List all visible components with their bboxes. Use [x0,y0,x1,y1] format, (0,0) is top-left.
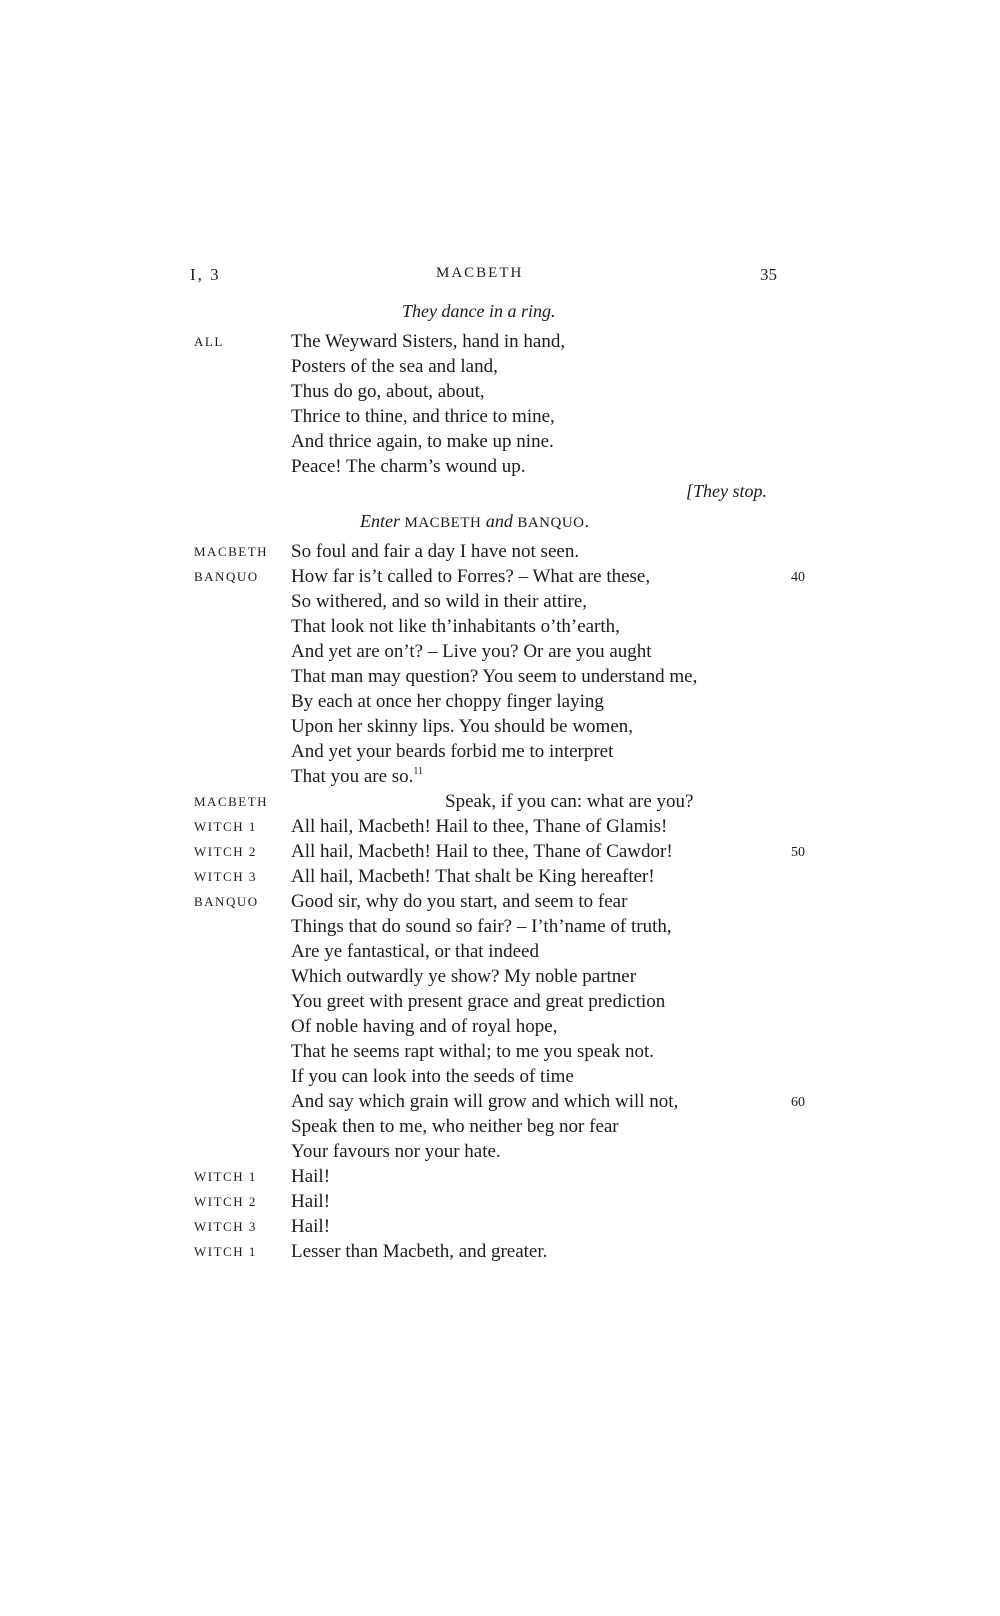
footnote-marker: 11 [413,766,424,777]
enter-word: Enter [360,511,400,531]
verse-line [0,1166,1000,1192]
verse-line [0,716,1000,742]
enter-and-word: and [485,511,513,531]
line-text: And yet your beards forbid me to interpret [291,741,614,762]
verse-line [0,866,1000,892]
speaker-label: ALL [194,334,224,349]
speaker-label: WITCH 1 [194,1169,257,1184]
speaker-label: WITCH 1 [194,1244,257,1259]
verse-line [0,456,1000,482]
verse-line [0,591,1000,617]
verse-line [0,1141,1000,1167]
line-text: Posters of the sea and land, [291,356,498,377]
line-text: The Weyward Sisters, hand in hand, [291,331,566,352]
verse-line [0,816,1000,842]
page-number: 35 [760,265,777,284]
verse-line [0,916,1000,942]
verse-line [0,381,1000,407]
verse-line [0,1091,1000,1117]
verse-line [0,1216,1000,1242]
line-text: So foul and fair a day I have not seen. [291,541,580,562]
enter-period: . [584,511,590,531]
verse-line [0,356,1000,382]
speaker-label: WITCH 2 [194,1194,257,1209]
verse-line [0,331,1000,357]
line-text: All hail, Macbeth! Hail to thee, Thane of Cawdor! [291,841,673,862]
verse-line [0,841,1000,867]
verse-line [0,666,1000,692]
line-text: Your favours nor your hate. [291,1141,501,1162]
line-text: You greet with present grace and great prediction [291,991,666,1012]
line-number: 40 [791,570,805,585]
line-text: That man may question? You seem to understand me, [291,666,698,687]
verse-line [0,991,1000,1017]
line-text: By each at once her choppy finger laying [291,691,604,712]
line-text: Thrice to thine, and thrice to mine, [291,406,555,427]
line-text: Good sir, why do you start, and seem to fear [291,891,628,912]
line-text: Hail! [291,1191,331,1212]
line-text: Hail! [291,1216,331,1237]
stage-direction-dance: They dance in a ring. [402,301,556,321]
speaker-label: WITCH 1 [194,819,257,834]
verse-line [0,791,1000,817]
line-text: Of noble having and of royal hope, [291,1016,558,1037]
verse-line [0,1016,1000,1042]
verse-line [0,1191,1000,1217]
line-text: That he seems rapt withal; to me you speak not. [291,1041,655,1062]
verse-line [0,1116,1000,1142]
line-text: That look not like th’inhabitants o’th’earth, [291,616,620,637]
stage-direction-enter [360,511,589,532]
line-text: Peace! The charm’s wound up. [291,456,526,477]
line-text: Speak then to me, who neither beg nor fear [291,1116,619,1137]
verse-line [0,566,1000,592]
line-text: So withered, and so wild in their attire, [291,591,588,612]
verse-line [0,641,1000,667]
line-text: How far is’t called to Forres? – What are these, [291,566,651,587]
line-text: Are ye fantastical, or that indeed [291,941,539,962]
line-text: And thrice again, to make up nine. [291,431,554,452]
line-text: And say which grain will grow and which will not, [291,1091,679,1112]
act-scene-label: I, 3 [190,265,221,284]
speaker-label: MACBETH [194,544,269,559]
line-text: All hail, Macbeth! Hail to thee, Thane of Glamis! [291,816,668,837]
verse-line [0,1066,1000,1092]
line-text-body: That you are so. [291,766,414,787]
enter-character-macbeth: MACBETH [404,515,482,531]
verse-line [0,691,1000,717]
stage-direction-stop: [They stop. [686,481,767,501]
line-text: Thus do go, about, about, [291,381,485,402]
line-text: And yet are on’t? – Live you? Or are you aught [291,641,652,662]
line-text [291,766,423,788]
line-text: Things that do sound so fair? – I’th’name of truth, [291,916,672,937]
speaker-label: BANQUO [194,894,259,909]
speaker-label: WITCH 2 [194,844,257,859]
line-text: If you can look into the seeds of time [291,1066,574,1087]
line-text: Speak, if you can: what are you? [445,791,694,812]
verse-line [0,406,1000,432]
verse-line [0,431,1000,457]
enter-character-banquo: BANQUO [517,515,585,531]
verse-line [0,966,1000,992]
verse-line [0,1241,1000,1267]
verse-line [0,541,1000,567]
line-text: Upon her skinny lips. You should be women, [291,716,634,737]
verse-line [0,891,1000,917]
speaker-label: WITCH 3 [194,1219,257,1234]
line-number: 50 [791,845,805,860]
verse-line [0,941,1000,967]
verse-line [0,1041,1000,1067]
running-title: MACBETH [436,265,524,281]
verse-line [0,616,1000,642]
running-header [0,265,1000,289]
speaker-label: WITCH 3 [194,869,257,884]
verse-line [0,766,1000,792]
line-text: Lesser than Macbeth, and greater. [291,1241,548,1262]
line-text: Which outwardly ye show? My noble partner [291,966,637,987]
verse-line [0,741,1000,767]
line-text: All hail, Macbeth! That shalt be King hereafter! [291,866,655,887]
speaker-label: MACBETH [194,794,269,809]
speaker-label: BANQUO [194,569,259,584]
line-number: 60 [791,1095,805,1110]
line-text: Hail! [291,1166,331,1187]
